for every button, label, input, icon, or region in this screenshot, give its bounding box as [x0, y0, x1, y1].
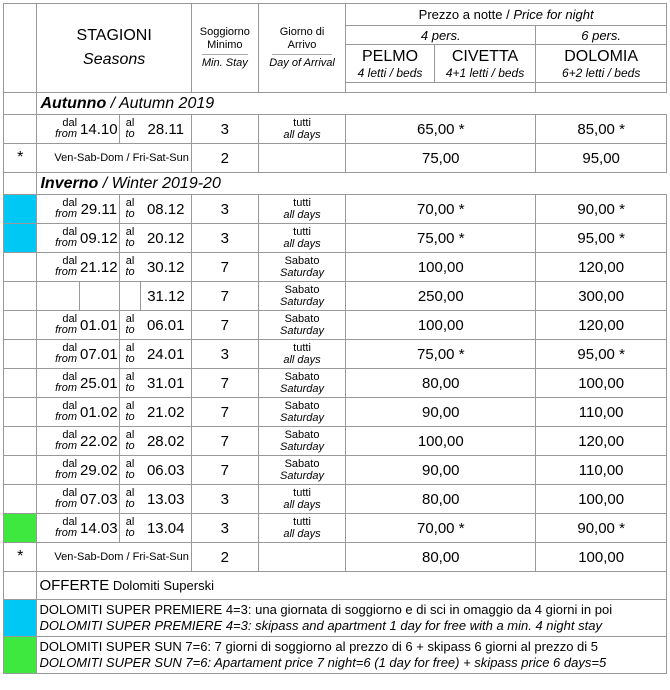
- autumn-section-title: [37, 93, 667, 115]
- from-date: 29.11: [79, 195, 119, 224]
- arrival-it: tutti: [293, 487, 311, 499]
- al-label: [119, 398, 141, 427]
- arrival-it: Sabato: [284, 313, 320, 325]
- price-4-pers: 90,00: [346, 398, 536, 427]
- al-label: [119, 514, 141, 543]
- header-blank: [4, 4, 37, 93]
- offer-color-marker: [4, 637, 37, 674]
- min-stay: 2: [191, 144, 258, 173]
- price-6-pers: 100,00: [536, 369, 667, 398]
- al-it: al: [125, 371, 135, 383]
- price-4-pers: 100,00: [346, 253, 536, 282]
- winter-section-row: [4, 173, 667, 195]
- arrival-day: [258, 543, 345, 572]
- spacer-cell: [536, 83, 667, 93]
- winter-weekend-row: [4, 543, 667, 572]
- season-row: [4, 340, 667, 369]
- min-stay: 7: [191, 282, 258, 311]
- arrival-en: all days: [283, 129, 321, 141]
- min-stay: 7: [191, 369, 258, 398]
- price-4-pers: 70,00 *: [346, 195, 536, 224]
- from-date: 01.02: [79, 398, 119, 427]
- offer-color-marker: [4, 600, 37, 637]
- offer-super-sun-text: [37, 637, 667, 674]
- arrival-it-1: Giorno di: [279, 26, 325, 38]
- arrival-day: [258, 195, 345, 224]
- row-color-marker: [4, 115, 37, 144]
- dal-en: from: [55, 353, 78, 365]
- min-stay-it-2: Minimo: [207, 39, 243, 51]
- min-stay: 7: [191, 311, 258, 340]
- arrival-it: Sabato: [284, 255, 320, 267]
- offer-en: DOLOMITI SUPER PREMIERE 4=3: skipass and apartment 1 day for free with a min. 4 night stay: [39, 618, 602, 633]
- arrival-it: Sabato: [284, 458, 320, 470]
- arrival-en: Saturday: [280, 296, 325, 308]
- from-date: 29.02: [79, 456, 119, 485]
- al-en: to: [125, 266, 135, 278]
- al-label: [119, 115, 141, 144]
- row-color-marker: [4, 253, 37, 282]
- al-en: to: [125, 469, 135, 481]
- dal-label: [37, 224, 79, 253]
- dal-it: dal: [62, 255, 78, 267]
- al-en: to: [125, 208, 135, 220]
- al-it: al: [125, 429, 135, 441]
- dal-it: dal: [62, 197, 78, 209]
- dal-it: dal: [62, 429, 78, 441]
- dal-it: dal: [62, 313, 78, 325]
- arrival-day: [258, 427, 345, 456]
- offers-title: [37, 572, 667, 600]
- price-6-pers: 110,00: [536, 456, 667, 485]
- autumn-section-row: [4, 93, 667, 115]
- weekend-marker: *: [4, 543, 37, 572]
- from-date: [79, 282, 119, 311]
- price-6-pers: 120,00: [536, 253, 667, 282]
- season-row: [4, 398, 667, 427]
- to-date: 06.01: [141, 311, 192, 340]
- winter-section-title: [37, 173, 667, 195]
- to-date: 31.12: [141, 282, 192, 311]
- arrival-day: [258, 369, 345, 398]
- row-color-marker: [4, 427, 37, 456]
- to-date: 28.02: [141, 427, 192, 456]
- price-4-pers: 80,00: [346, 543, 536, 572]
- price-4-pers: 80,00: [346, 485, 536, 514]
- price-4-pers: 250,00: [346, 282, 536, 311]
- offer-en: DOLOMITI SUPER SUN 7=6: Apartament price 7 night=6 (1 day for free) + skipass price 6 days=5: [39, 655, 607, 670]
- to-date: 28.11: [141, 115, 192, 144]
- weekend-days: Ven-Sab-Dom / Fri-Sat-Sun: [37, 144, 191, 173]
- section-title-en: / Autumn 2019: [106, 94, 215, 112]
- arrival-it: tutti: [293, 226, 311, 238]
- arrival-day: [258, 311, 345, 340]
- price-6-pers: 120,00: [536, 311, 667, 340]
- arrival-day: [258, 253, 345, 282]
- row-color-marker: [4, 195, 37, 224]
- arrival-day: [258, 224, 345, 253]
- al-it: al: [125, 487, 135, 499]
- price-table: [3, 3, 667, 674]
- dolomia-name: DOLOMIA: [564, 47, 639, 65]
- to-date: 21.02: [141, 398, 192, 427]
- min-stay: 3: [191, 224, 258, 253]
- from-date: 25.01: [79, 369, 119, 398]
- pers6-header: 6 pers.: [536, 26, 667, 45]
- seasons-header: [37, 4, 191, 93]
- weekend-days: Ven-Sab-Dom / Fri-Sat-Sun: [37, 543, 191, 572]
- seasons-title: STAGIONI: [76, 27, 152, 44]
- arrival-it: tutti: [293, 197, 311, 209]
- from-date: 22.02: [79, 427, 119, 456]
- season-row: [4, 195, 667, 224]
- al-en: to: [125, 498, 135, 510]
- al-en: to: [125, 382, 135, 394]
- arrival-en: all days: [283, 528, 321, 540]
- arrival-en: all days: [283, 209, 321, 221]
- min-stay: 3: [191, 115, 258, 144]
- al-label: [119, 311, 141, 340]
- row-color-marker: [4, 456, 37, 485]
- min-stay: 7: [191, 456, 258, 485]
- season-row: [4, 253, 667, 282]
- from-date: 01.01: [79, 311, 119, 340]
- dal-en: from: [55, 527, 78, 539]
- season-row: [4, 311, 667, 340]
- al-label: [119, 195, 141, 224]
- al-en: to: [125, 353, 135, 365]
- offers-title-row: [4, 572, 667, 600]
- min-stay-en: Min. Stay: [201, 57, 248, 69]
- to-date: 30.12: [141, 253, 192, 282]
- al-it: al: [125, 342, 135, 354]
- al-en: to: [125, 324, 135, 336]
- row-color-marker: [4, 398, 37, 427]
- offers-subtitle: Dolomiti Superski: [109, 577, 214, 593]
- al-label: [119, 456, 141, 485]
- spacer-cell: [346, 83, 536, 93]
- price-4-pers: 90,00: [346, 456, 536, 485]
- dal-en: from: [55, 440, 78, 452]
- section-title-en: / Winter 2019-20: [98, 174, 221, 192]
- arrival-en: Saturday: [280, 441, 325, 453]
- dal-label: [37, 340, 79, 369]
- dal-en: from: [55, 411, 78, 423]
- al-it: al: [125, 516, 135, 528]
- dal-it: dal: [62, 516, 78, 528]
- arrival-en: Day of Arrival: [269, 57, 335, 69]
- al-label: [119, 340, 141, 369]
- price-6-pers: 85,00 *: [536, 115, 667, 144]
- to-date: 24.01: [141, 340, 192, 369]
- arrival-day: [258, 144, 345, 173]
- season-row: [4, 115, 667, 144]
- min-stay: 7: [191, 253, 258, 282]
- al-it: al: [125, 226, 135, 238]
- dal-en: from: [55, 266, 78, 278]
- dal-label: [37, 282, 79, 311]
- dal-label: [37, 311, 79, 340]
- dal-en: from: [55, 469, 78, 481]
- dolomia-header: [536, 45, 667, 83]
- dal-label: [37, 398, 79, 427]
- from-date: 09.12: [79, 224, 119, 253]
- dal-it: dal: [62, 371, 78, 383]
- price-6-pers: 100,00: [536, 485, 667, 514]
- season-row: [4, 485, 667, 514]
- to-date: 08.12: [141, 195, 192, 224]
- price-4-pers: 75,00: [346, 144, 536, 173]
- dal-it: dal: [62, 226, 78, 238]
- price-header: [346, 4, 667, 26]
- dal-label: [37, 485, 79, 514]
- arrival-en: all days: [283, 354, 321, 366]
- dolomia-beds: 6+2 letti / beds: [561, 65, 641, 80]
- arrival-it: Sabato: [284, 371, 320, 383]
- row-color-marker: [4, 311, 37, 340]
- season-row: [4, 514, 667, 543]
- offer-super-premiere: [4, 600, 667, 637]
- autumn-weekend-row: [4, 144, 667, 173]
- row-color-marker: [4, 340, 37, 369]
- min-stay: 7: [191, 398, 258, 427]
- arrival-day: [258, 340, 345, 369]
- min-stay: 3: [191, 485, 258, 514]
- price-4-pers: 100,00: [346, 427, 536, 456]
- section-title-it: Autunno: [40, 94, 107, 112]
- offer-super-premiere-text: [37, 600, 667, 637]
- arrival-it: tutti: [293, 117, 311, 129]
- dal-en: from: [55, 498, 78, 510]
- dal-label: [37, 514, 79, 543]
- al-label: [119, 282, 141, 311]
- al-label: [119, 224, 141, 253]
- offer-super-sun: [4, 637, 667, 674]
- price-6-pers: 300,00: [536, 282, 667, 311]
- price-6-pers: 95,00 *: [536, 340, 667, 369]
- price-header-it: Prezzo a notte /: [418, 7, 510, 22]
- arrival-it: tutti: [293, 342, 311, 354]
- dal-en: from: [55, 324, 78, 336]
- al-label: [119, 369, 141, 398]
- dal-en: from: [55, 237, 78, 249]
- from-date: 21.12: [79, 253, 119, 282]
- offers-title-text: OFFERTE: [39, 576, 110, 594]
- arrival-day: [258, 456, 345, 485]
- arrival-en: Saturday: [280, 412, 325, 424]
- dal-en: from: [55, 382, 78, 394]
- offer-it: DOLOMITI SUPER PREMIERE 4=3: una giornata di soggiorno e di sci in omaggio da 4 giorni in poi: [39, 602, 613, 617]
- price-4-pers: 65,00 *: [346, 115, 536, 144]
- civetta-name: CIVETTA: [451, 47, 519, 65]
- dal-label: [37, 456, 79, 485]
- arrival-en: Saturday: [280, 470, 325, 482]
- min-stay: 3: [191, 195, 258, 224]
- pelmo-beds: 4 letti / beds: [357, 65, 423, 80]
- arrival-it-2: Arrivo: [287, 39, 317, 51]
- price-6-pers: 110,00: [536, 398, 667, 427]
- season-row: [4, 369, 667, 398]
- price-6-pers: 90,00 *: [536, 514, 667, 543]
- row-color-marker: [4, 485, 37, 514]
- price-6-pers: 90,00 *: [536, 195, 667, 224]
- arrival-day: [258, 514, 345, 543]
- arrival-day: [258, 282, 345, 311]
- al-label: [119, 253, 141, 282]
- row-color-marker: [4, 369, 37, 398]
- arrival-en: Saturday: [280, 383, 325, 395]
- pers4-header: 4 pers.: [346, 26, 536, 45]
- weekend-marker: *: [4, 144, 37, 173]
- arrival-day: [258, 398, 345, 427]
- al-it: al: [125, 117, 135, 129]
- arrival-en: Saturday: [280, 325, 325, 337]
- arrival-en: Saturday: [280, 267, 325, 279]
- civetta-beds: 4+1 letti / beds: [445, 65, 525, 80]
- dal-label: [37, 195, 79, 224]
- to-date: 31.01: [141, 369, 192, 398]
- al-it: al: [125, 458, 135, 470]
- dal-it: dal: [62, 117, 78, 129]
- dal-it: dal: [62, 458, 78, 470]
- offers-blank: [4, 572, 37, 600]
- arrival-it: Sabato: [284, 429, 320, 441]
- dal-label: [37, 115, 79, 144]
- min-stay: 2: [191, 543, 258, 572]
- section-blank: [4, 93, 37, 115]
- civetta-header: [434, 45, 535, 83]
- from-date: 14.03: [79, 514, 119, 543]
- arrival-en: all days: [283, 499, 321, 511]
- season-row: [4, 224, 667, 253]
- min-stay: 7: [191, 427, 258, 456]
- min-stay: 3: [191, 340, 258, 369]
- al-en: to: [125, 411, 135, 423]
- season-row: [4, 282, 667, 311]
- to-date: 13.04: [141, 514, 192, 543]
- from-date: 07.01: [79, 340, 119, 369]
- al-it: al: [125, 313, 135, 325]
- min-stay-header: [191, 4, 258, 93]
- arrival-day: [258, 115, 345, 144]
- arrival-it: Sabato: [284, 284, 320, 296]
- price-6-pers: 95,00 *: [536, 224, 667, 253]
- row-color-marker: [4, 224, 37, 253]
- dal-label: [37, 369, 79, 398]
- dal-it: dal: [62, 400, 78, 412]
- price-6-pers: 120,00: [536, 427, 667, 456]
- season-row: [4, 427, 667, 456]
- offer-it: DOLOMITI SUPER SUN 7=6: 7 giorni di soggiorno al prezzo di 6 + skipass 6 giorni al prezzo di 5: [39, 639, 599, 654]
- seasons-subtitle: Seasons: [83, 51, 146, 68]
- dal-en: from: [55, 128, 78, 140]
- price-4-pers: 75,00 *: [346, 224, 536, 253]
- arrival-header: [258, 4, 345, 93]
- dal-it: dal: [62, 487, 78, 499]
- pelmo-name: PELMO: [362, 47, 419, 65]
- price-header-en: Price for night: [513, 7, 594, 22]
- from-date: 07.03: [79, 485, 119, 514]
- al-en: to: [125, 128, 135, 140]
- season-row: [4, 456, 667, 485]
- price-6-pers: 100,00: [536, 543, 667, 572]
- al-it: al: [125, 255, 135, 267]
- arrival-it: tutti: [293, 516, 311, 528]
- dal-label: [37, 253, 79, 282]
- arrival-en: all days: [283, 238, 321, 250]
- dal-it: dal: [62, 342, 78, 354]
- al-it: al: [125, 197, 135, 209]
- row-color-marker: [4, 282, 37, 311]
- price-4-pers: 80,00: [346, 369, 536, 398]
- to-date: 20.12: [141, 224, 192, 253]
- al-en: to: [125, 440, 135, 452]
- min-stay: 3: [191, 514, 258, 543]
- price-4-pers: 100,00: [346, 311, 536, 340]
- arrival-it: Sabato: [284, 400, 320, 412]
- dal-label: [37, 427, 79, 456]
- price-6-pers: 95,00: [536, 144, 667, 173]
- to-date: 06.03: [141, 456, 192, 485]
- section-blank: [4, 173, 37, 195]
- al-it: al: [125, 400, 135, 412]
- section-title-it: Inverno: [40, 174, 99, 192]
- al-en: to: [125, 527, 135, 539]
- al-label: [119, 485, 141, 514]
- min-stay-it-1: Soggiorno: [199, 26, 250, 38]
- row-color-marker: [4, 514, 37, 543]
- al-label: [119, 427, 141, 456]
- price-4-pers: 70,00 *: [346, 514, 536, 543]
- arrival-day: [258, 485, 345, 514]
- price-4-pers: 75,00 *: [346, 340, 536, 369]
- to-date: 13.03: [141, 485, 192, 514]
- pelmo-header: [346, 45, 435, 83]
- dal-en: from: [55, 208, 78, 220]
- from-date: 14.10: [79, 115, 119, 144]
- al-en: to: [125, 237, 135, 249]
